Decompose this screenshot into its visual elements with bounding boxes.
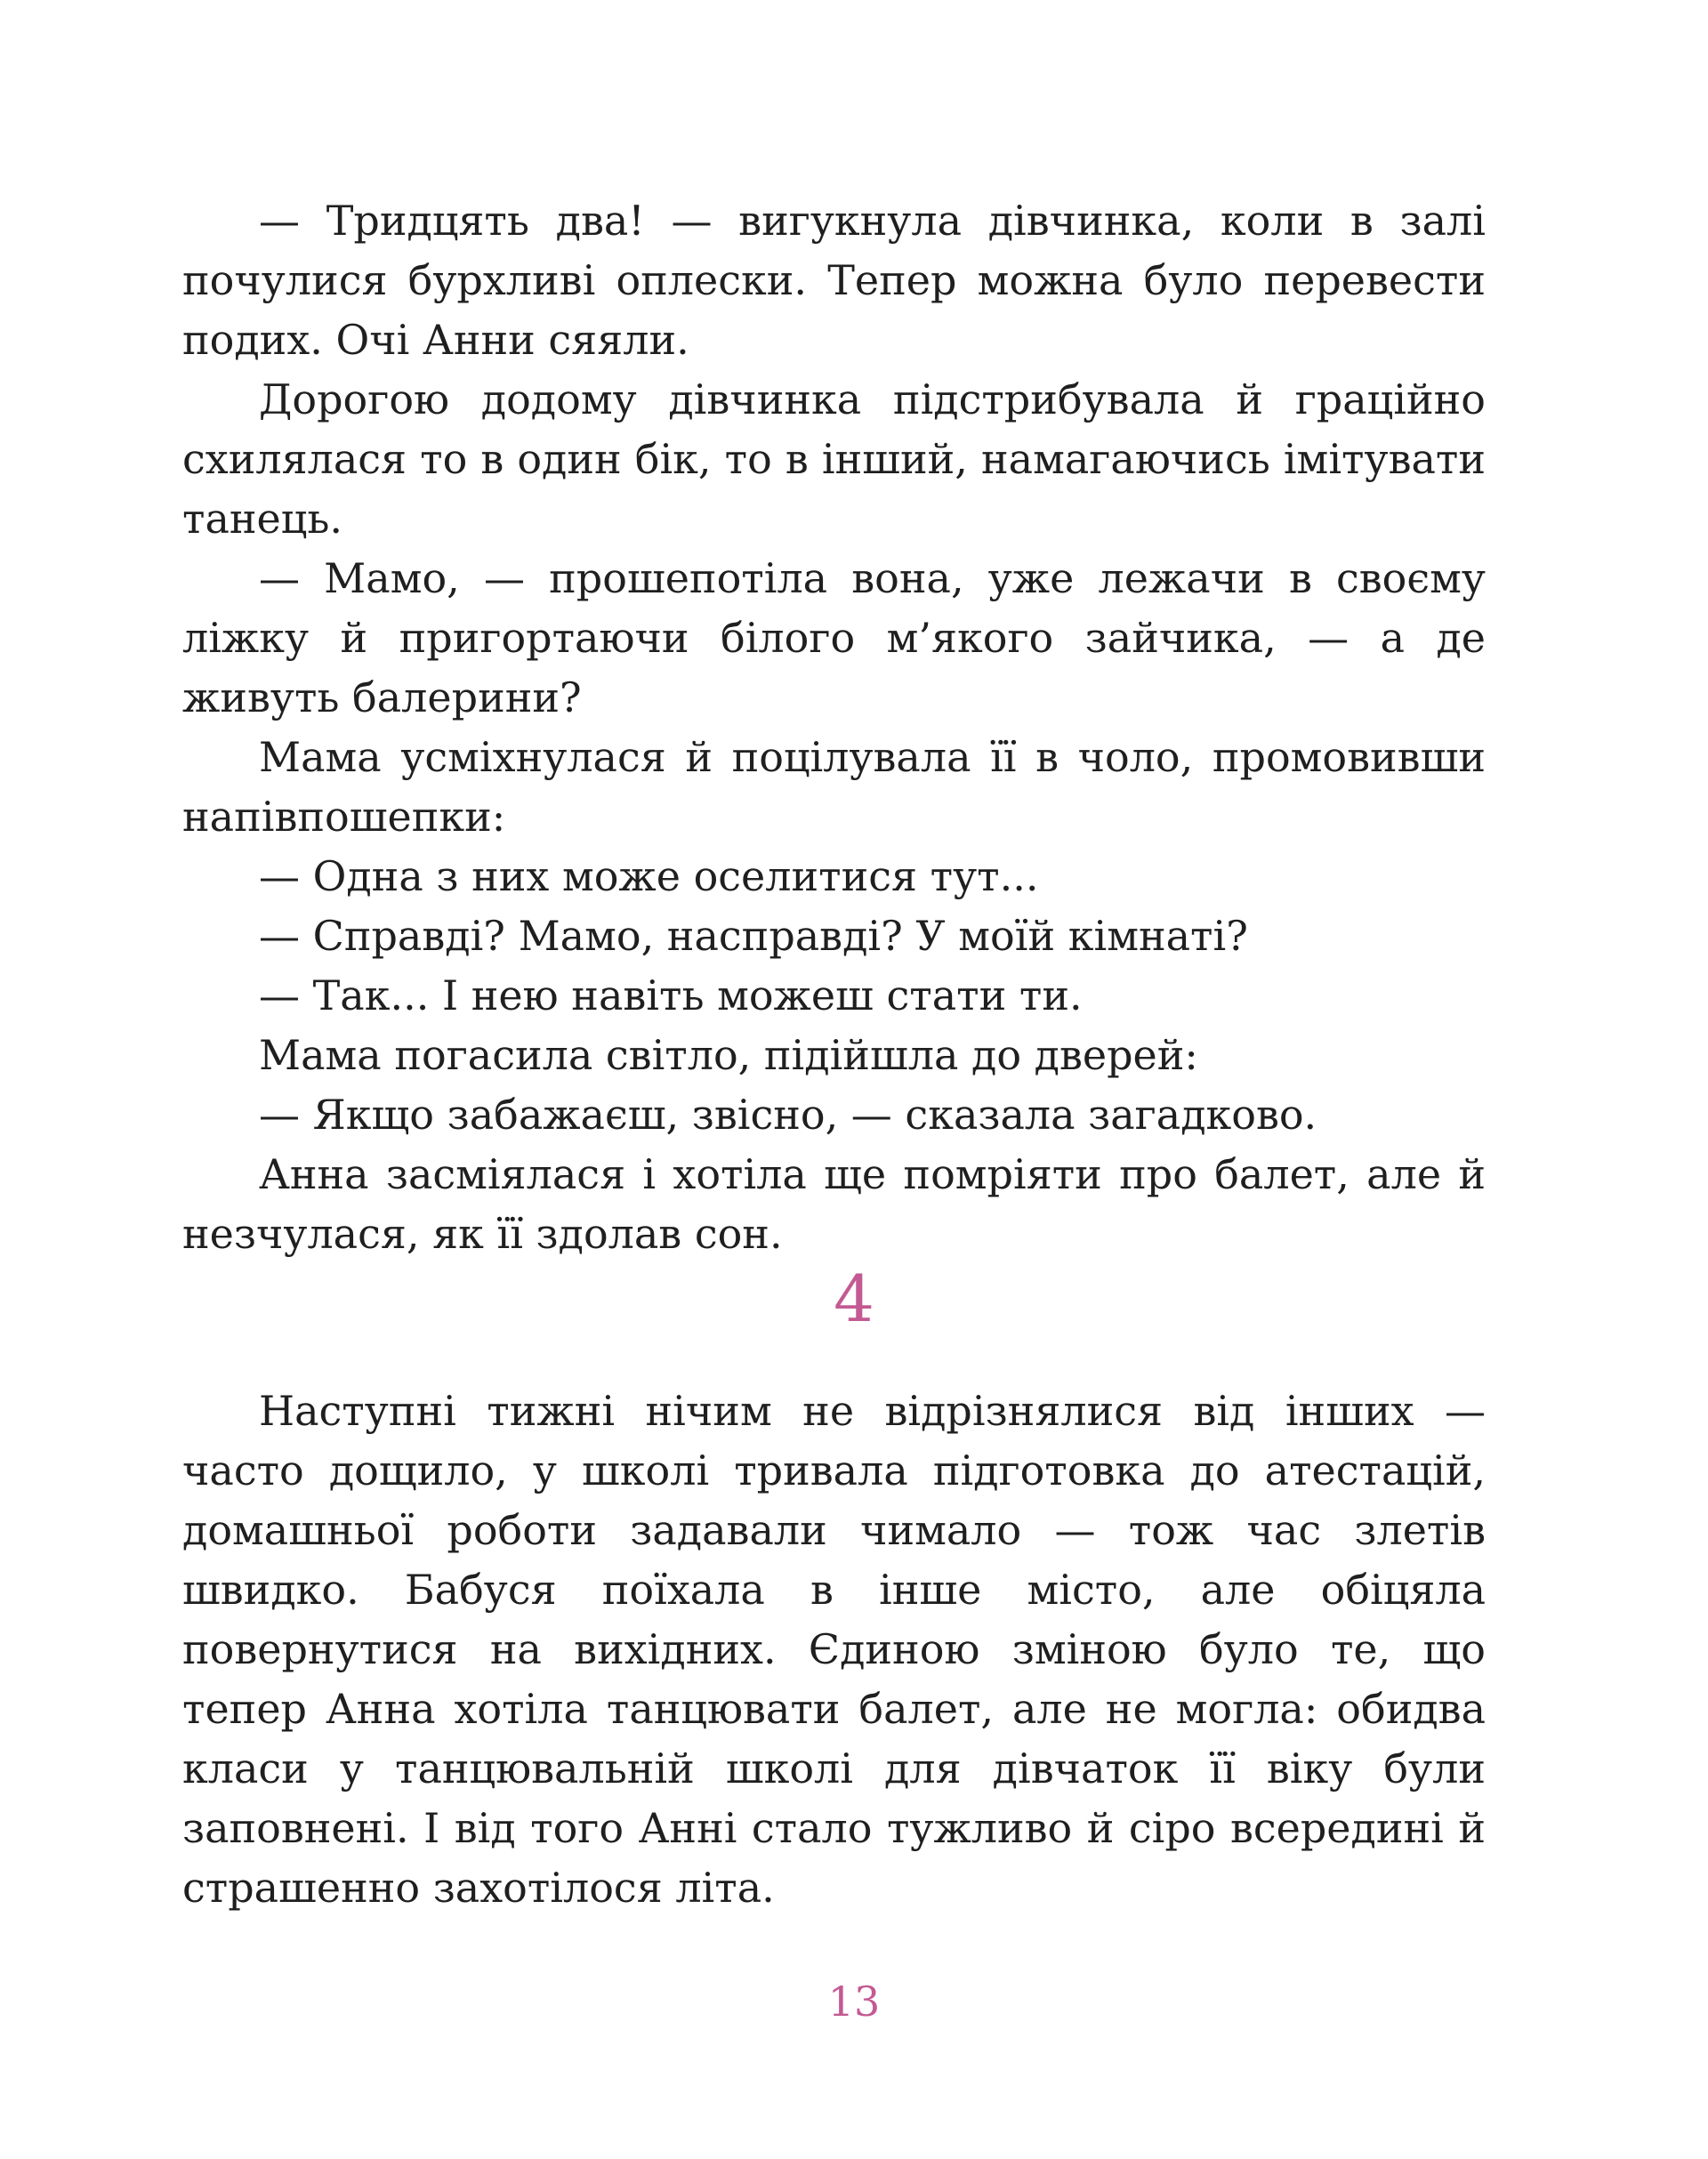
paragraph: — Одна з них може оселитися тут... <box>259 852 1039 900</box>
paragraph: — Мамо, — прошепотіла вона, уже лежачи в своєму ліжку й пригортаючи білого м’якого зайчика, — а де живуть балерини? <box>182 554 1486 721</box>
paragraph: — Так... І нею навіть можеш стати ти. <box>259 971 1083 1019</box>
chapter-number: 4 <box>834 1261 874 1336</box>
paragraph: Мама усміхнулася й поцілувала її в чоло, промовивши напівпошепки: <box>182 733 1486 841</box>
page-number: 13 <box>827 1978 881 2026</box>
paragraph: — Справді? Мамо, насправді? У моїй кімнаті? <box>259 912 1248 960</box>
paragraph: Анна засміялася і хотіла ще помріяти про балет, але й незчулася, як її здолав сон. <box>182 1150 1486 1258</box>
story-text-section-1 <box>182 191 1486 1264</box>
paragraph: — Якщо забажаєш, звісно, — сказала загадково. <box>259 1091 1317 1139</box>
paragraph: Дорогою додому дівчинка підстрибувала й граційно схилялася то в один бік, то в інший, намагаючись імітувати танець. <box>182 375 1486 543</box>
paragraph: Мама погасила світло, підійшла до дверей: <box>259 1031 1198 1079</box>
paragraph: Наступні тижні нічим не відрізнялися від інших — часто дощило, у школі тривала підготовка до атестацій, домашньої роботи задавали чимало — тож час злетів швидко. Бабуся поїхала в інше місто, але обіцяла повернутися на вихідних. Єдиною зміною було те, що тепер Анна хотіла танцювати балет, але не могла: обидва класи у танцювальній школі для дівчаток її віку були заповнені. І від того Анні стало тужливо й сіро всередині й страшенно захотілося літа. <box>182 1387 1486 1912</box>
paragraph: — Тридцять два! — вигукнула дівчинка, коли в залі почулися бурхливі оплески. Тепер можна було перевести подих. Очі Анни сяяли. <box>182 197 1486 364</box>
story-text-section-2 <box>182 1382 1486 1918</box>
